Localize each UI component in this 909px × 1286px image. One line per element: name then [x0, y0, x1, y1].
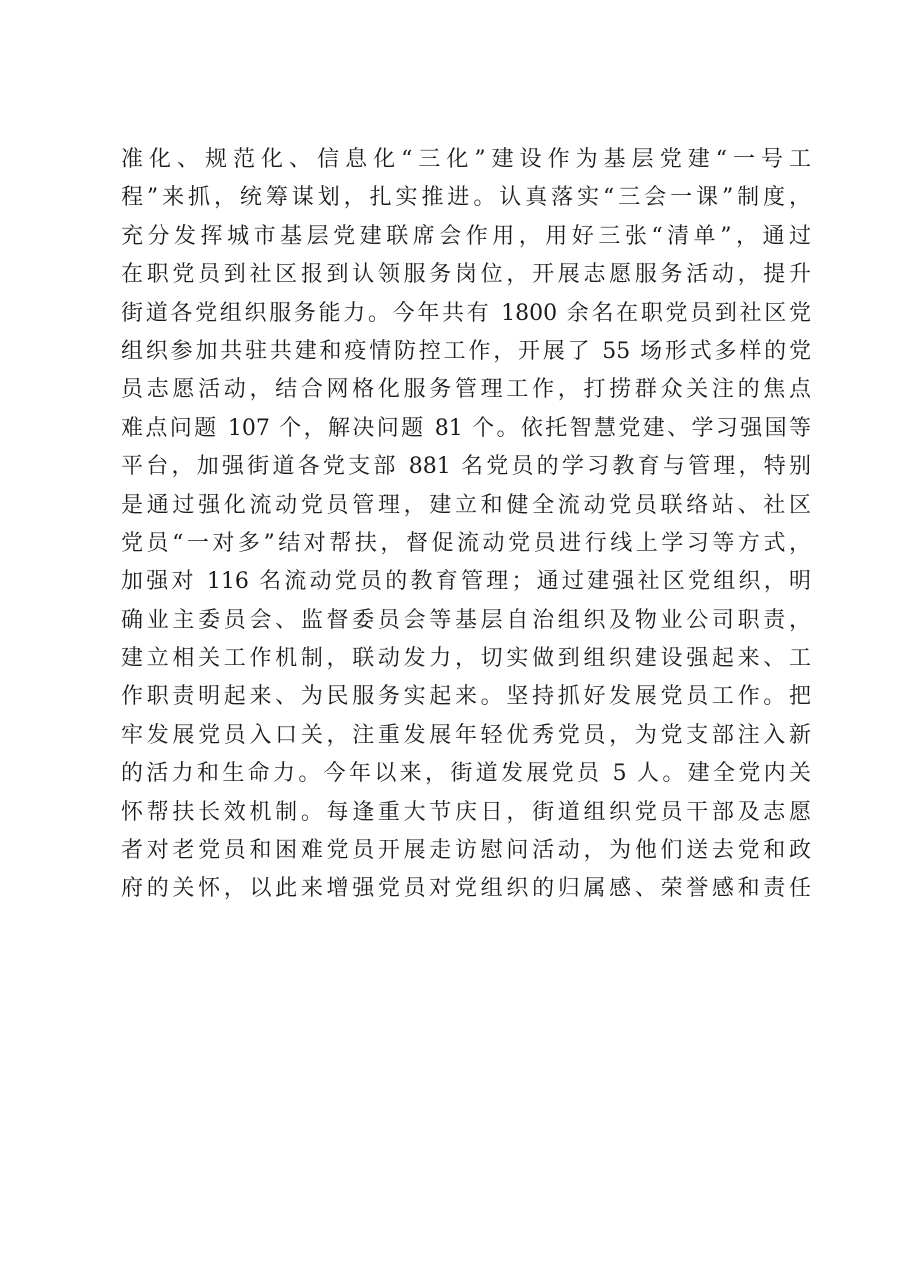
text-line: 充分发挥城市基层党建联席会作用，用好三张“清单”，通过 [121, 223, 811, 249]
text-line: 的活力和生命力。今年以来，街道发展党员 5 人。建全党内关 [121, 761, 811, 787]
text-line: 作职责明起来、为民服务实起来。坚持抓好发展党员工作。把 [121, 684, 811, 710]
text-line: 难点问题 107 个，解决问题 81 个。依托智慧党建、学习强国等 [121, 415, 811, 441]
text-line: 建立相关工作机制，联动发力，切实做到组织建设强起来、工 [121, 646, 811, 672]
text-line: 确业主委员会、监督委员会等基层自治组织及物业公司职责， [121, 607, 811, 633]
text-line: 在职党员到社区报到认领服务岗位，开展志愿服务活动，提升 [121, 262, 811, 288]
text-line: 组织参加共驻共建和疫情防控工作，开展了 55 场形式多样的党 [121, 338, 811, 364]
text-line: 员志愿活动，结合网格化服务管理工作，打捞群众关注的焦点 [121, 377, 811, 403]
text-line: 程”来抓，统筹谋划，扎实推进。认真落实“三会一课”制度， [121, 185, 811, 211]
text-line: 是通过强化流动党员管理，建立和健全流动党员联络站、社区 [121, 492, 811, 518]
text-line: 者对老党员和困难党员开展走访慰问活动，为他们送去党和政 [121, 838, 811, 864]
text-line: 街道各党组织服务能力。今年共有 1800 余名在职党员到社区党 [121, 300, 811, 326]
text-line: 加强对 116 名流动党员的教育管理；通过建强社区党组织，明 [121, 569, 811, 595]
text-line: 牢发展党员入口关，注重发展年轻优秀党员，为党支部注入新 [121, 722, 811, 748]
text-line: 怀帮扶长效机制。每逢重大节庆日，街道组织党员干部及志愿 [121, 799, 811, 825]
body-paragraph [121, 141, 811, 909]
text-line: 府的关怀，以此来增强党员对党组织的归属感、荣誉感和责任 [121, 876, 811, 902]
text-line: 准化、规范化、信息化“三化”建设作为基层党建“一号工 [121, 147, 811, 172]
text-line: 党员“一对多”结对帮扶，督促流动党员进行线上学习等方式， [121, 530, 811, 556]
text-line: 平台，加强街道各党支部 881 名党员的学习教育与管理，特别 [121, 454, 811, 480]
